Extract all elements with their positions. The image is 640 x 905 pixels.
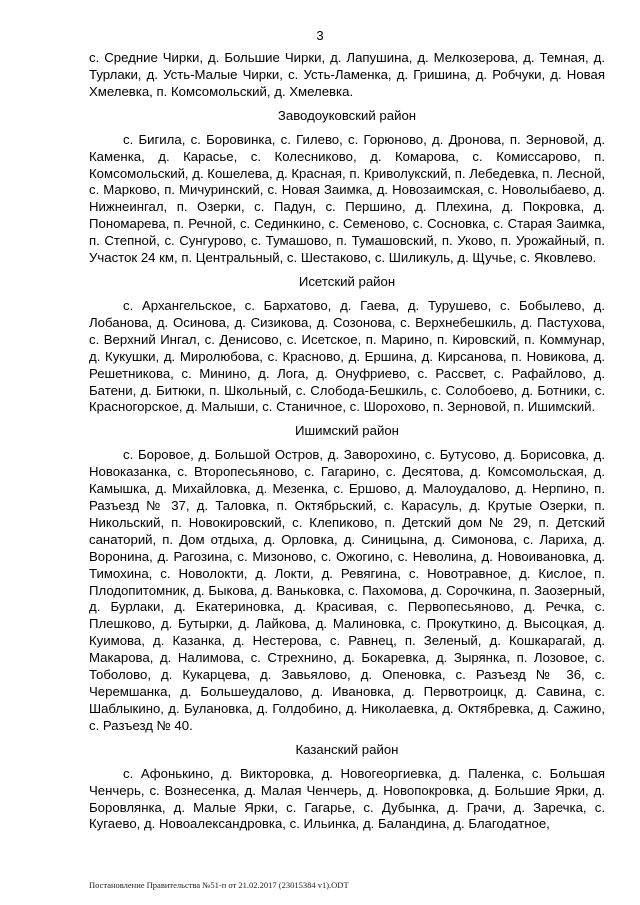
document-footer: Постановление Правительства №51-п от 21.02.2017 (23015384 v1).ODT [89,880,349,890]
district-heading-isetsky: Исетский район [298,273,396,289]
page-number: 3 [316,28,324,43]
district-heading-kazansky: Казанский район [295,741,399,757]
district-heading-ishimsky: Ишимский район [295,423,399,439]
district-settlements-ishimsky: с. Боровое, д. Большой Остров, д. Заворохино, с. Бутусово, д. Борисовка, д. Новоказанка, с. Второпесьяново, с. Гагарино, с. Десятова, д. Комсомольская, д. Камышка, д. Михайловка, д. Мезенка, с. Ершово, д. Малоудалово, д. Нерпино, п. Разъезд № 37, д. Таловка, п. Октябрьский, с. Карасуль, д. Крутые Озерки, п. Никольский, п. Новокировский, с. Клепиково, п. Детский дом № 29, п. Детский санаторий, п. Дом отдыха, д. Орловка, д. Синицына, д. Симонова, с. Лариха, д. Воронина, д. Рагозина, с. Мизоново, с. Ожогино, с. Неволина, д. Новоивановка, д. Тимохина, с. Новолокти, д. Локти, д. Ревягина, с. Новотравное, д. Кислое, п. Плодопитомник, д. Быкова, д. Ваньковка, с. Пахомова, д. Сорочкина, п. Заозерный, д. Бурлаки, д. Екатериновка, д. Красивая, с. Первопесьяново, д. Речка, с. Плешково, д. Бутырки, д. Лайкова, д. Малиновка, с. Прокуткино, д. Высоцкая, д. Куимова, д. Казанка, д. Нестерова, с. Равнец, п. Зеленый, д. Кошкарагай, д. Макарова, д. Налимова, с. Стрехнино, д. Бокаревка, д. Зырянка, п. Лозовое, с. Тоболово, д. Кукарцева, д. Завьялово, д. Опеновка, с. Разъезд № 36, с. Черемшанка, д. Большеудалово, д. Ивановка, д. Первотроицк, д. Савина, с. Шаблыкино, д. Булановка, д. Голдобино, д. Николаевка, д. Октябревка, д. Сажино, с. Разъезд № 40. [89,447,605,733]
district-settlements-kazansky: с. Афонькино, д. Викторовка, д. Новогеоргиевка, д. Паленка, с. Большая Ченчерь, с. Вознесенка, д. Малая Ченчерь, д. Новопокровка, д. Большие Ярки, д. Боровлянка, д. Малые Ярки, с. Гагарье, с. Дубынка, д. Грачи, д. Заречка, с. Кугаево, д. Новоалександровка, с. Ильинка, д. Баландина, д. Благодатное, [89,765,605,832]
district-heading-zavodoukovsky: Заводоуковский район [277,107,417,123]
district-settlements-zavodoukovsky: с. Бигила, с. Боровинка, с. Гилево, с. Горюново, д. Дронова, п. Зерновой, д. Каменка, д. Карасье, с. Колесниково, д. Комарова, с. Комиссарово, п. Комсомольский, д. Кошелева, д. Красная, п. Криволукский, п. Лебедевка, п. Лесной, с. Марково, п. Мичуринский, с. Новая Заимка, д. Новозаимская, с. Новолыбаево, д. Нижнеингал, п. Озерки, с. Падун, с. Першино, д. Плехина, д. Покровка, д. Пономарева, п. Речной, с. Сединкино, с. Семеново, с. Сосновка, с. Старая Заимка, п. Степной, с. Сунгурово, с. Тумашово, п. Тумашовский, п. Уково, п. Урожайный, п. Участок 24 км, п. Центральный, с. Шестаково, с. Шиликуль, д. Щучье, с. Яковлево. [89,131,605,266]
intro-paragraph: с. Средние Чирки, д. Большие Чирки, д. Лапушина, д. Мелкозерова, д. Темная, д. Турлаки, д. Усть-Малые Чирки, с. Усть-Ламенка, д. Гришина, д. Робчуки, д. Новая Хмелевка, п. Комсомольский, д. Хмелевка. [89,50,605,99]
document-body [89,50,605,833]
district-settlements-isetsky: с. Архангельское, с. Бархатово, д. Гаева, д. Турушево, с. Бобылево, д. Лобанова, д. Осинова, д. Сизикова, д. Созонова, с. Верхнебешкиль, д. Пастухова, с. Верхний Ингал, с. Денисово, с. Исетское, п. Марино, п. Кировский, п. Коммунар, д. Кукушки, д. Миролюбова, с. Красново, д. Ершина, д. Кирсанова, п. Новикова, д. Решетникова, с. Минино, д. Лога, д. Онуфриево, с. Рассвет, с. Рафайлово, д. Батени, д. Битюки, п. Школьный, с. Слобода-Бешкиль, с. Солобоево, д. Ботники, с. Красногорское, д. Малыши, с. Станичное, с. Шорохово, п. Зерновой, п. Ишимский. [89,297,605,415]
